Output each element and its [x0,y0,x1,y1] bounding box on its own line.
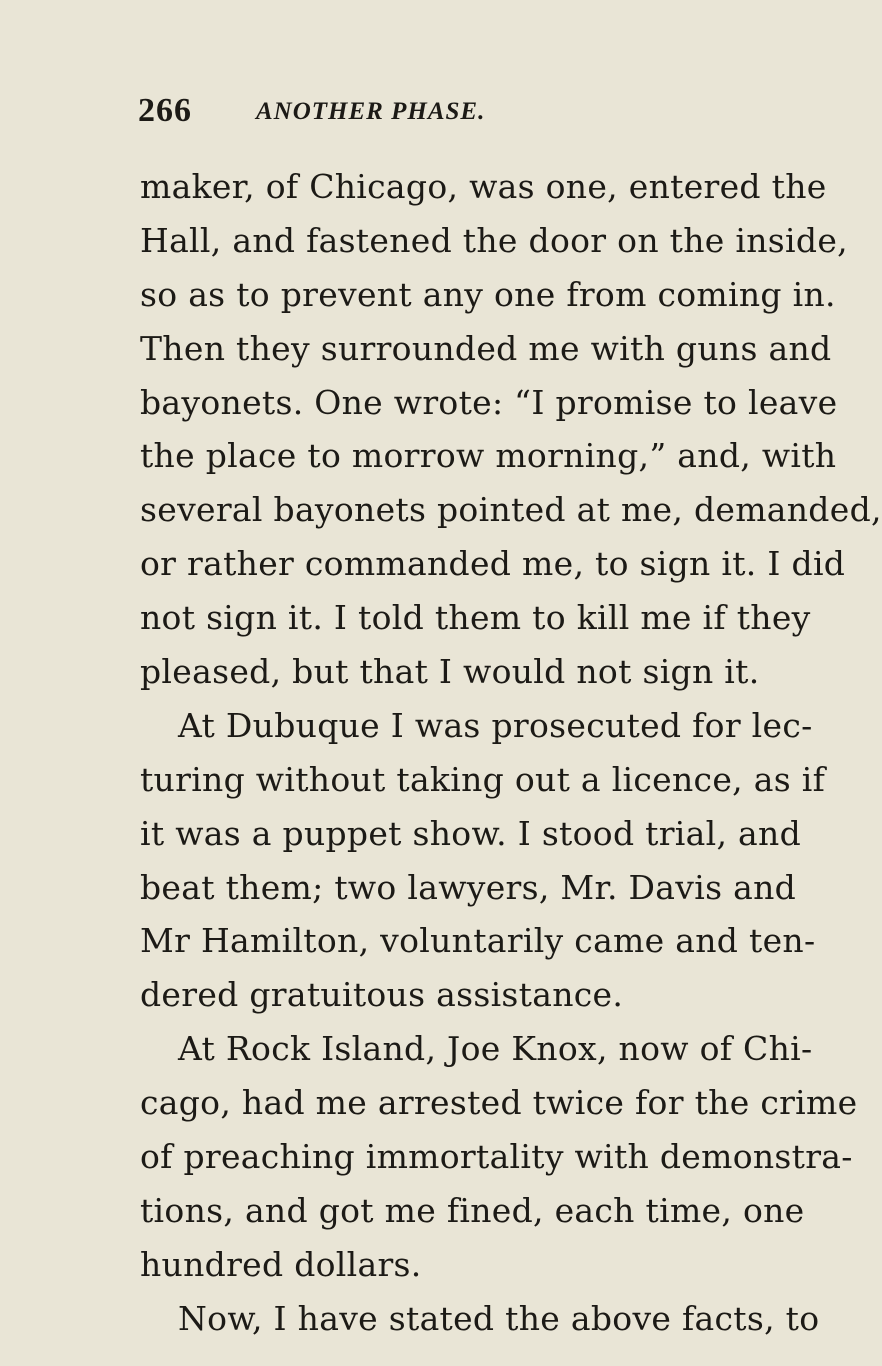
text-line: Hall, and fastened the door on the inside, [140,220,848,260]
text-line: not sign it. I told them to kill me if they [140,598,811,638]
text-line: cago, had me arrested twice for the crime [140,1083,858,1123]
text-line: several bayonets pointed at me, demanded, [140,490,882,530]
text-line: dered gratuitous assistance. [140,975,624,1015]
text-line: it was a puppet show. I stood trial, and [140,813,802,853]
text-line: hundred dollars. [140,1244,422,1284]
text-line: tions, and got me fined, each time, one [140,1190,805,1230]
page-number: 266 [138,92,192,129]
text-line: bayonets. One wrote: “I promise to leave [140,382,838,422]
text-line: Mr Hamilton, voluntarily came and ten- [140,921,816,961]
text-line: At Rock Island, Joe Knox, now of Chi- [178,1029,813,1069]
text-line: beat them; two lawyers, Mr. Davis and [140,867,797,907]
text-line: Then they surrounded me with guns and [140,328,832,368]
text-line: maker, of Chicago, was one, entered the [140,167,827,206]
page-header [140,92,760,142]
text-line: pleased, but that I would not sign it. [140,652,760,692]
running-head: ANOTHER PHASE. [256,98,486,125]
text-line: the place to morrow morning,” and, with [140,436,837,476]
text-line: turing without taking out a licence, as if [140,759,826,799]
text-line: of preaching immortality with demonstra- [140,1137,853,1177]
text-line: At Dubuque I was prosecuted for lec- [178,705,813,745]
text-line: Now, I have stated the above facts, to [178,1298,820,1338]
text-line: so as to prevent any one from coming in. [140,274,836,314]
body-text [140,160,882,1346]
text-line: or rather commanded me, to sign it. I did [140,544,846,584]
